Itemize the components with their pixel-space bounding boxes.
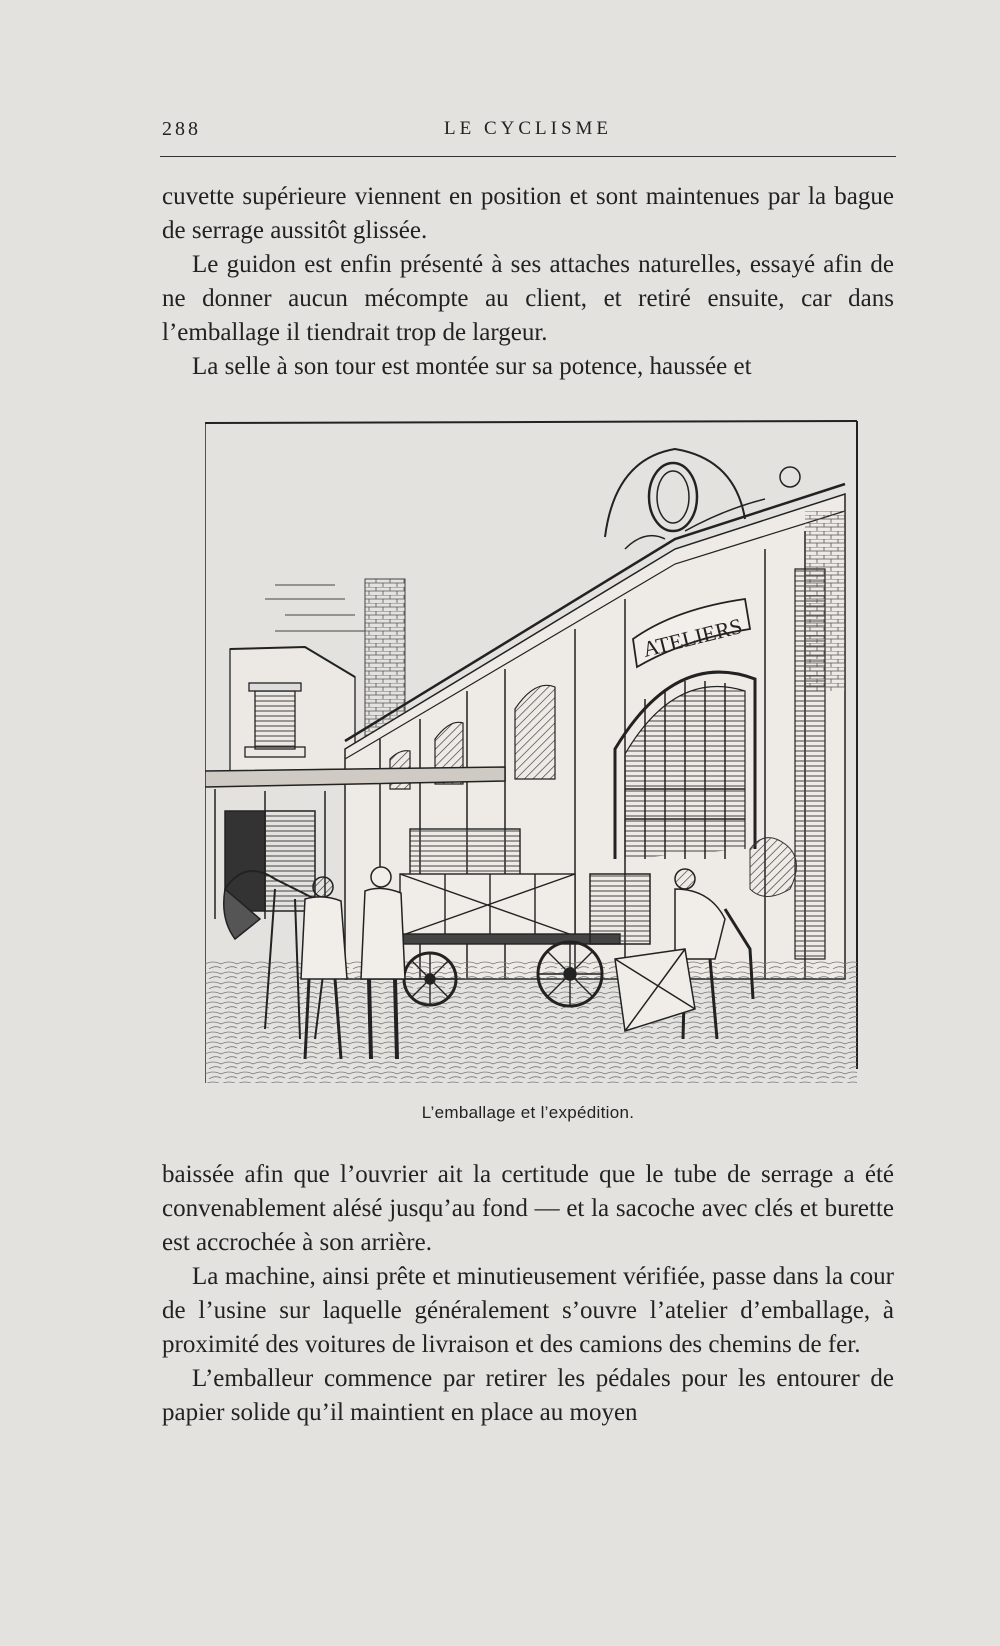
paragraph: cuvette supérieure viennent en position et sont maintenues par la bague de serrage aussitôt glissée.: [162, 183, 894, 244]
paragraph: baissée afin que l’ouvrier ait la certitude que le tube de serrage a été convenablement alésé jusqu’au fond — et la sacoche avec clés et burette est accrochée à son arrière.: [162, 1161, 894, 1256]
paragraph: La selle à son tour est montée sur sa potence, haussée et: [192, 353, 752, 380]
page-header: [162, 118, 894, 148]
packing-yard-engraving: [205, 419, 860, 1083]
page-number: 288: [162, 118, 201, 140]
paragraph: La machine, ainsi prête et minutieusement vérifiée, passe dans la cour de l’usine sur laquelle généralement s’ouvre l’atelier d’emballage, à proximité des voitures de livraison et des camions des chemins de fer.: [162, 1263, 894, 1358]
paragraph: Le guidon est enfin présenté à ses attaches naturelles, essayé afin de ne donner aucun mécompte au client, et retiré ensuite, car dans l’emballage il tiendrait trop de largeur.: [162, 251, 894, 346]
figure-caption: L’emballage et l’expédition.: [421, 1103, 635, 1122]
body-text-bottom: [162, 1158, 894, 1430]
ateliers-sign: ATELIERS: [640, 613, 745, 662]
body-text-top: [162, 180, 894, 384]
running-title: LE CYCLISME: [443, 118, 613, 139]
paragraph: L’emballeur commence par retirer les pédales pour les entourer de papier solide qu’il maintient en place au moyen: [162, 1365, 894, 1426]
illustration: [205, 419, 860, 1083]
header-rule: [160, 156, 896, 157]
